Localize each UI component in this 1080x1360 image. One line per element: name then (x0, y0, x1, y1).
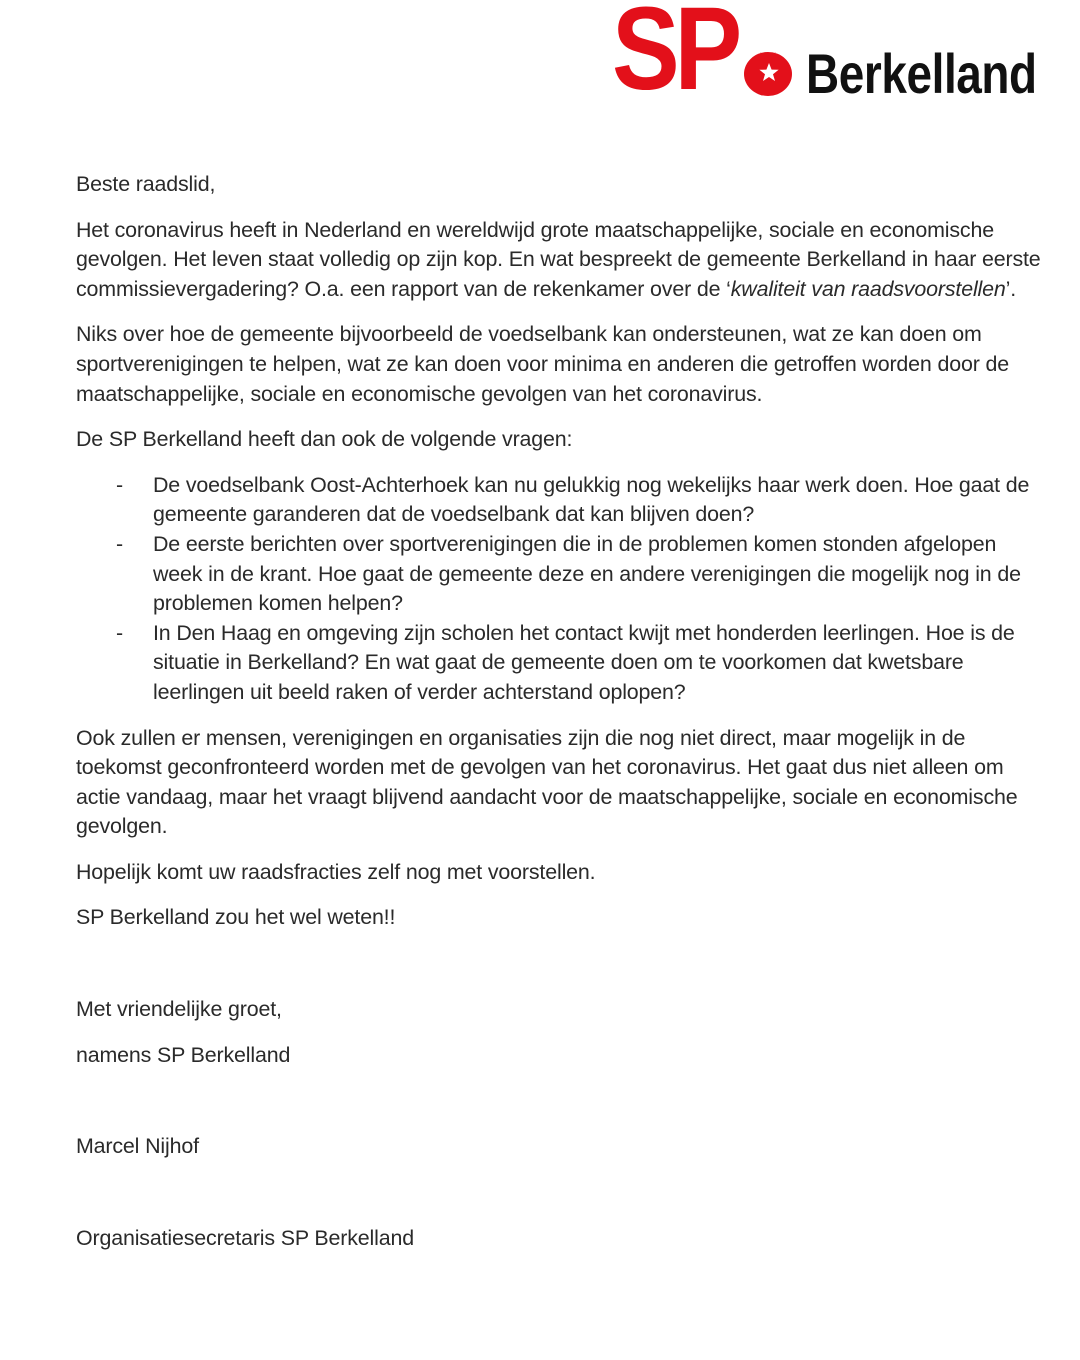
bullet-dash: - (116, 531, 123, 556)
bullet-dash: - (116, 472, 123, 497)
closing-on-behalf: namens SP Berkelland (76, 1042, 291, 1067)
letter-body (76, 170, 1042, 1253)
question-text: In Den Haag en omgeving zijn scholen het contact kwijt met honderden leerlingen. Hoe is de situatie in Berkelland? En wat gaat de gemeente doen om te voorkomen dat kwetsbare leerlingen uit beeld raken of verder achterstand oplopen? (153, 620, 1015, 704)
closing-greeting: Met vriendelijke groet, (76, 997, 282, 1022)
salutation: Beste raadslid, (76, 172, 216, 196)
logo-sp-mark: SP (612, 0, 738, 115)
signature-block (76, 995, 1042, 1253)
question-item (76, 530, 1042, 619)
signer-role: Organisatiesecretaris SP Berkelland (76, 1225, 414, 1250)
signer-name: Marcel Nijhof (76, 1134, 199, 1159)
paragraph-intro (76, 216, 1042, 305)
logo-berkelland-text: Berkelland (806, 42, 1037, 105)
sp-berkelland-logo (612, 0, 1042, 115)
paragraph-intro-end: ’. (1005, 276, 1017, 301)
paragraph-exclamation: SP Berkelland zou het wel weten!! (76, 905, 396, 930)
paragraph-questions-intro: De SP Berkelland heeft dan ook de volgende vragen: (76, 427, 573, 452)
tomato-star-icon (738, 40, 800, 102)
question-text: De eerste berichten over sportverenigingen die in de problemen komen stonden afgelopen week in de krant. Hoe gaat de gemeente deze en andere verenigingen die mogelijk nog in de problemen komen helpen? (153, 531, 1021, 616)
question-text: De voedselbank Oost-Achterhoek kan nu gelukkig nog wekelijks haar werk doen. Hoe gaat de gemeente garanderen dat de voedselbank dat kan blijven doen? (153, 472, 1030, 527)
paragraph-criticism: Niks over hoe de gemeente bijvoorbeeld de voedselbank kan ondersteunen, wat ze kan doen om sportverenigingen te helpen, wat ze kan doen voor minima en anderen die getroffen worden door de maatschappelijke, sociale en economische gevolgen van het coronavirus. (76, 322, 1009, 406)
paragraph-intro-italic: kwaliteit van raadsvoorstellen (730, 276, 1006, 301)
bullet-dash: - (116, 620, 123, 645)
question-item (76, 471, 1042, 530)
question-list (76, 471, 1042, 708)
paragraph-hope: Hopelijk komt uw raadsfracties zelf nog met voorstellen. (76, 859, 596, 884)
paragraph-intro-text: Het coronavirus heeft in Nederland en wereldwijd grote maatschappelijke, sociale en economische gevolgen. Het leven staat volledig op zijn kop. En wat bespreekt de gemeente Berkelland in haar eerste commissievergadering? O.a. een rapport van de rekenkamer over de ‘ (76, 217, 1041, 301)
question-item (76, 619, 1042, 708)
paragraph-future: Ook zullen er mensen, verenigingen en organisaties zijn die nog niet direct, maar mogelijk in de toekomst geconfronteerd worden met de gevolgen van het coronavirus. Het gaat dus niet alleen om actie vandaag, maar het vraagt blijvend aandacht voor de maatschappelijke, sociale en economische gevolgen. (76, 725, 1018, 839)
